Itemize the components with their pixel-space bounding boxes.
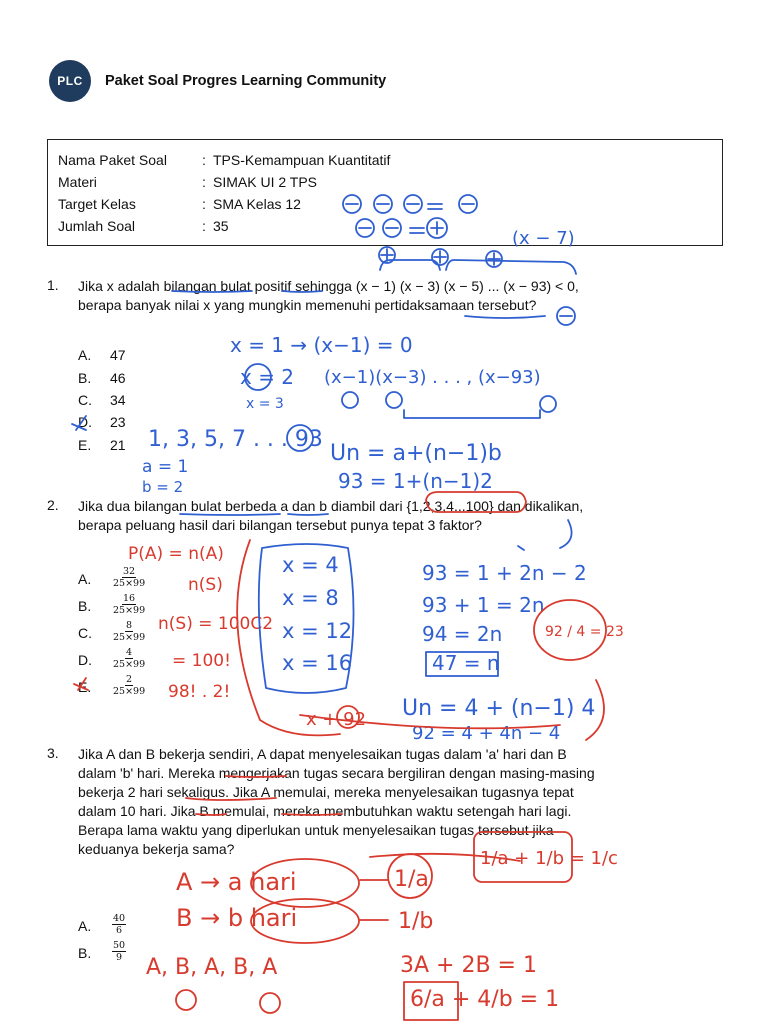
q2-work-eq2: 93 + 1 = 2n <box>422 593 545 617</box>
q2-work-ns: n(S) <box>188 575 223 595</box>
q1-work-x3: x = 3 <box>246 396 284 412</box>
plc-logo <box>49 60 91 102</box>
q2-work-circ: 92 / 4 = 23 <box>545 624 624 640</box>
q2-option-c-fraction <box>112 620 146 643</box>
q2-work-ns2: n(S) = 100C2 <box>158 614 274 634</box>
q1-option-a-value: 47 <box>110 347 126 363</box>
q1-option-a-letter: A. <box>78 347 92 363</box>
q2-x-box <box>259 544 354 693</box>
question-3-number: 3. <box>47 745 59 761</box>
q2-option-b-letter: B. <box>78 598 92 614</box>
info-colon: : <box>202 152 206 168</box>
fraction-numerator: 2 <box>126 674 133 685</box>
fraction-numerator: 16 <box>123 593 136 604</box>
q3-option-a-letter: A. <box>78 918 92 934</box>
q1-option-e-letter: E. <box>78 437 92 453</box>
info-colon: : <box>202 196 206 212</box>
q3-work-b: B → b hari <box>176 904 298 932</box>
q2-work-un2: 92 = 4 + 4n − 4 <box>412 723 561 744</box>
info-colon: : <box>202 218 206 234</box>
fraction-denominator: 25×99 <box>113 632 146 643</box>
q1-work-seq: 1, 3, 5, 7 . . . 93 <box>148 427 323 452</box>
info-value: SMA Kelas 12 <box>213 196 301 212</box>
q2-option-a-fraction <box>112 566 146 589</box>
q2-work-x4: x = 4 <box>282 553 339 577</box>
info-colon: : <box>202 174 206 190</box>
q1-option-b-value: 46 <box>110 370 126 386</box>
q1-work-un2: 93 = 1+(n−1)2 <box>338 469 493 493</box>
fraction-denominator: 25×99 <box>113 659 146 670</box>
q3-work-a-rate: 1/a <box>394 867 429 892</box>
q3-option-a-fraction <box>112 913 126 936</box>
q1-option-d-letter: D. <box>78 414 92 430</box>
q2-option-d-letter: D. <box>78 652 92 668</box>
q1-option-b-letter: B. <box>78 370 92 386</box>
q2-option-e-letter: E. <box>78 679 92 695</box>
q2-work-eq1: 93 = 1 + 2n − 2 <box>422 561 587 585</box>
q1-work-b: b = 2 <box>142 478 184 496</box>
q1-bracket-bottom <box>404 410 540 418</box>
info-label: Jumlah Soal <box>58 218 136 234</box>
q2-option-c-letter: C. <box>78 625 92 641</box>
q2-result-circle <box>534 600 606 660</box>
q1-work-a: a = 1 <box>142 457 189 477</box>
fraction-denominator: 25×99 <box>113 578 146 589</box>
question-1-text: Jika x adalah bilangan bulat positif sehingga (x − 1) (x − 3) (x − 5) ... (x − 93) < 0, berapa banyak nilai x yang mungkin memenuhi pertidaksamaan tersebut? <box>78 278 579 313</box>
q2-work-eq3: 94 = 2n <box>422 622 503 646</box>
q1-work-x1: x = 1 → (x−1) = 0 <box>230 333 413 357</box>
q2-work-x16: x = 16 <box>282 651 353 675</box>
fraction-denominator: 25×99 <box>113 605 146 616</box>
q3-option-b-fraction <box>112 940 126 963</box>
question-2-number: 2. <box>47 497 59 513</box>
fraction-numerator: 32 <box>123 566 136 577</box>
q1-work-factors: (x−1)(x−3) . . . , (x−93) <box>324 367 541 388</box>
q3-option-b-letter: B. <box>78 945 92 961</box>
fraction-denominator: 9 <box>116 952 123 963</box>
info-value: 35 <box>213 218 229 234</box>
q3-work-a: A → a hari <box>176 868 297 896</box>
fraction-numerator: 4 <box>126 647 133 658</box>
q2-option-d-fraction <box>112 647 146 670</box>
q3-work-eq2: 6/a + 4/b = 1 <box>410 987 560 1012</box>
q1-annotation-x7: (x − 7) <box>512 228 575 249</box>
q1-work-un: Un = a+(n−1)b <box>330 441 502 466</box>
logo-text: PLC <box>57 74 83 88</box>
q1-work-x2: x = 2 <box>240 365 295 389</box>
fraction-denominator: 6 <box>116 925 123 936</box>
q2-option-e-fraction <box>112 674 146 697</box>
info-label: Target Kelas <box>58 196 136 212</box>
q1-option-d-value: 23 <box>110 414 126 430</box>
fraction-numerator: 50 <box>113 940 126 951</box>
q2-work-fact2: 98! . 2! <box>168 682 231 702</box>
q2-work-un: Un = 4 + (n−1) 4 <box>402 696 596 721</box>
q3-work-eq1: 3A + 2B = 1 <box>400 953 537 978</box>
fraction-numerator: 8 <box>126 620 133 631</box>
fraction-numerator: 40 <box>113 913 126 924</box>
q2-red-strokes <box>237 540 604 740</box>
q3-work-b-rate: 1/b <box>398 909 434 934</box>
question-3-text: Jika A dan B bekerja sendiri, A dapat menyelesaikan tugas dalam 'a' hari dan B dalam 'b' hari. Mereka mengerjakan tugas secara bergiliran dengan masing-masing bekerja 2 hari sekaligus. Jika A memulai, mereka menyelesaikan tugasnya tepat dalam 10 hari. Jika B memulai, mereka membutuhkan waktu setengah hari lagi. Berapa lama waktu yang diperlukan untuk menyelesaikan tugas tersebut jika keduanya bekerja sama? <box>78 746 595 857</box>
q1-option-c-letter: C. <box>78 392 92 408</box>
info-value: TPS-Kemampuan Kuantitatif <box>213 152 391 168</box>
q1-option-e-value: 21 <box>110 437 126 453</box>
info-label: Materi <box>58 174 97 190</box>
q2-option-b-fraction <box>112 593 146 616</box>
q1-bracket <box>380 260 576 274</box>
page-title: Paket Soal Progres Learning Community <box>105 73 387 89</box>
q2-work-eq4: 47 = n <box>432 651 500 675</box>
info-table <box>47 139 723 246</box>
q3-arrows <box>360 880 388 920</box>
info-value: SIMAK UI 2 TPS <box>213 174 317 190</box>
question-1-number: 1. <box>47 277 59 293</box>
q2-work-pa: P(A) = n(A) <box>128 544 224 564</box>
q1-underline-2 <box>465 316 545 318</box>
info-label: Nama Paket Soal <box>58 152 167 168</box>
question-2-text: Jika dua bilangan bulat berbeda a dan b diambil dari {1,2,3,4...100} dan dikalikan, berapa peluang hasil dari bilangan tersebut punya tepat 3 faktor? <box>78 498 584 533</box>
fraction-denominator: 25×99 <box>113 686 146 697</box>
q2-work-fact: = 100! <box>172 651 231 671</box>
q3-work-frac: 1/a + 1/b = 1/c <box>480 848 618 869</box>
q1-option-c-value: 34 <box>110 392 126 408</box>
q2-work-x12: x = 12 <box>282 619 353 643</box>
q2-work-x92: x + 92 <box>306 709 367 730</box>
q2-option-a-letter: A. <box>78 571 92 587</box>
q2-work-x8: x = 8 <box>282 586 339 610</box>
q3-work-seq: A, B, A, B, A <box>146 955 278 980</box>
